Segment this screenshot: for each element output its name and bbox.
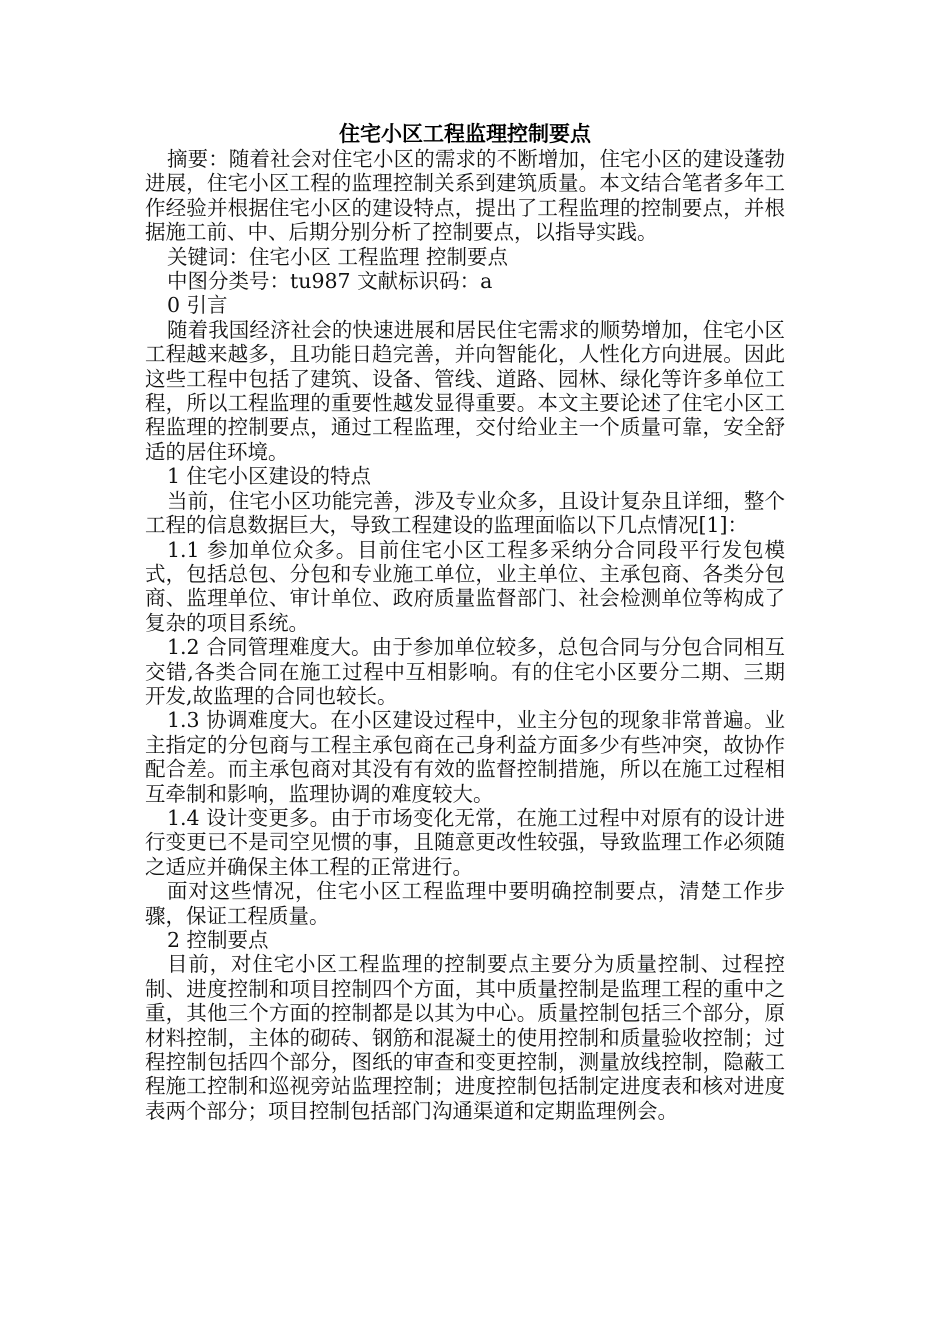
feature-item-1-2: 1.2 合同管理难度大。由于参加单位较多，总包合同与分包合同相互交错,各类合同在施工过程中互相影响。有的住宅小区要分二期、三期开发,故监理的合同也较长。 xyxy=(145,635,785,708)
control-points-paragraph: 目前，对住宅小区工程监理的控制要点主要分为质量控制、过程控制、进度控制和项目控制四个方面，其中质量控制是监理工程的重中之重，其他三个方面的控制都是以其为中心。质量控制包括三个部分，原材料控制，主体的砌砖、钢筋和混凝土的使用控制和质量验收控制；过程控制包括四个部分，图纸的审查和变更控制，测量放线控制，隐蔽工程施工控制和巡视旁站监理控制；进度控制包括制定进度表和核对进度表两个部分；项目控制包括部门沟通渠道和定期监理例会。 xyxy=(145,952,785,1123)
intro-paragraph: 随着我国经济社会的快速进展和居民住宅需求的顺势增加，住宅小区工程越来越多，且功能日趋完善，并向智能化，人性化方向进展。因此这些工程中包括了建筑、设备、管线、道路、园林、绿化等许多单位工程，所以工程监理的重要性越发显得重要。本文主要论述了住宅小区工程监理的控制要点，通过工程监理，交付给业主一个质量可靠，安全舒适的居住环境。 xyxy=(145,317,785,464)
section-heading-control-points: 2 控制要点 xyxy=(167,928,269,952)
feature-item-1-4: 1.4 设计变更多。由于市场变化无常，在施工过程中对原有的设计进行变更已不是司空见惯的事，且随意更改性较强，导致监理工作必须随之适应并确保主体工程的正常进行。 xyxy=(145,805,785,879)
feature-item-1-1: 1.1 参加单位众多。目前住宅小区工程多采纳分合同段平行发包模式，包括总包、分包和专业施工单位，业主单位、主承包商、各类分包商、监理单位、审计单位、政府质量监督部门、社会检测单位等构成了复杂的项目系统。 xyxy=(145,537,785,635)
features-summary-paragraph: 面对这些情况，住宅小区工程监理中要明确控制要点，清楚工作步骤，保证工程质量。 xyxy=(145,879,785,928)
document-body xyxy=(145,121,785,1123)
feature-item-1-3: 1.3 协调难度大。在小区建设过程中，业主分包的现象非常普遍。业主指定的分包商与工程主承包商在己身利益方面多少有些冲突，故协作配合差。而主承包商对其没有有效的监督控制措施，所以在施工过程相互牵制和影响，监理协调的难度较大。 xyxy=(145,708,785,806)
abstract-paragraph: 摘要：随着社会对住宅小区的需求的不断增加，住宅小区的建设蓬勃进展，住宅小区工程的监理控制关系到建筑质量。本文结合笔者多年工作经验并根据住宅小区的建设特点，提出了工程监理的控制要点，并根据施工前、中、后期分别分析了控制要点，以指导实践。 xyxy=(145,147,785,245)
section-heading-intro: 0 引言 xyxy=(167,293,228,318)
features-paragraph: 当前，住宅小区功能完善，涉及专业众多，且设计复杂且详细，整个工程的信息数据巨大，导致工程建设的监理面临以下几点情况[1]： xyxy=(145,488,785,538)
classification-line: 中图分类号：tu987 文献标识码：a xyxy=(167,269,493,294)
section-heading-features: 1 住宅小区建设的特点 xyxy=(167,464,372,489)
keywords-line: 关键词：住宅小区 工程监理 控制要点 xyxy=(167,244,509,269)
document-title: 住宅小区工程监理控制要点 xyxy=(339,122,591,146)
